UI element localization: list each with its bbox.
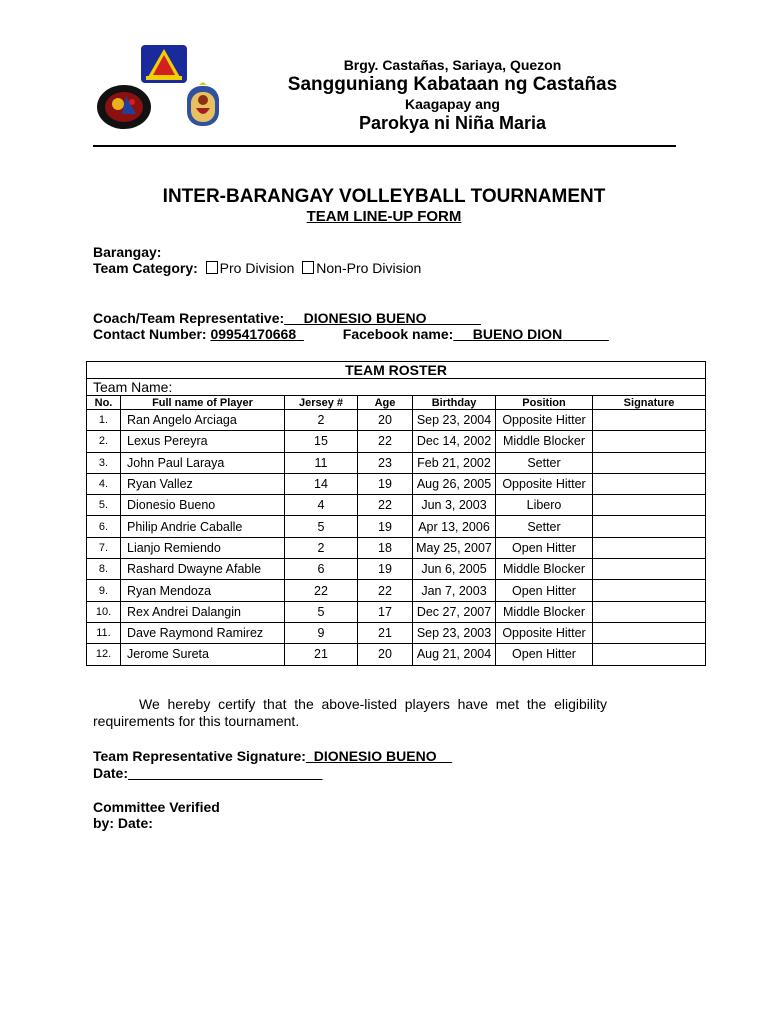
rep-signature-value: DIONESIO BUENO [313, 748, 437, 764]
position: Middle Blocker [496, 559, 593, 580]
rep-signature-label: Team Representative Signature: [93, 748, 306, 764]
row-no: 6. [87, 516, 121, 537]
jersey-number: 14 [285, 473, 358, 494]
col-age-header: Age [358, 396, 413, 410]
row-no: 1. [87, 410, 121, 431]
team-category-row [93, 260, 421, 276]
position: Open Hitter [496, 580, 593, 601]
age: 21 [358, 622, 413, 643]
team-name-label: Team Name: [87, 379, 706, 396]
position: Middle Blocker [496, 431, 593, 452]
age: 22 [358, 431, 413, 452]
coach-row [93, 310, 481, 326]
birthday: Sep 23, 2004 [413, 410, 496, 431]
signature-cell[interactable] [593, 516, 706, 537]
team-roster-table [86, 361, 706, 666]
pro-division-checkbox[interactable] [206, 261, 218, 274]
birthday: Dec 14, 2002 [413, 431, 496, 452]
sk-logo [140, 44, 188, 84]
certification-text: We hereby certify that the above-listed players have met the eligibility requirements for this tournament. [93, 696, 607, 729]
player-name: Jerome Sureta [121, 644, 285, 665]
age: 20 [358, 410, 413, 431]
row-no: 3. [87, 452, 121, 473]
player-name: Ryan Vallez [121, 473, 285, 494]
player-name: John Paul Laraya [121, 452, 285, 473]
barangay-seal-icon [96, 84, 152, 130]
date-row [93, 765, 323, 781]
jersey-number: 11 [285, 452, 358, 473]
age: 19 [358, 516, 413, 537]
col-signature-header: Signature [593, 396, 706, 410]
signature-cell[interactable] [593, 537, 706, 558]
row-no: 7. [87, 537, 121, 558]
player-name: Ryan Mendoza [121, 580, 285, 601]
committee-date-label: by: Date: [93, 815, 153, 831]
player-name: Ran Angelo Arciaga [121, 410, 285, 431]
jersey-number: 2 [285, 537, 358, 558]
age: 17 [358, 601, 413, 622]
jersey-number: 9 [285, 622, 358, 643]
header-parish: Parokya ni Niña Maria [358, 113, 547, 133]
birthday: Sep 23, 2003 [413, 622, 496, 643]
birthday: Jan 7, 2003 [413, 580, 496, 601]
player-name: Rex Andrei Dalangin [121, 601, 285, 622]
col-birthday-header: Birthday [413, 396, 496, 410]
table-row [87, 644, 706, 665]
header-location: Brgy. Castañas, Sariaya, Quezon [343, 57, 562, 73]
row-no: 2. [87, 431, 121, 452]
table-row [87, 473, 706, 494]
jersey-number: 21 [285, 644, 358, 665]
position: Libero [496, 495, 593, 516]
signature-cell[interactable] [593, 644, 706, 665]
table-row [87, 431, 706, 452]
player-name: Dionesio Bueno [121, 495, 285, 516]
coach-value: DIONESIO BUENO [303, 310, 427, 326]
contact-value: 09954170668 [210, 326, 297, 342]
position: Opposite Hitter [496, 410, 593, 431]
jersey-number: 5 [285, 516, 358, 537]
rep-signature-row [93, 748, 452, 764]
birthday: Aug 26, 2005 [413, 473, 496, 494]
player-name: Lianjo Remiendo [121, 537, 285, 558]
age: 19 [358, 473, 413, 494]
contact-label: Contact Number: [93, 326, 207, 342]
signature-cell[interactable] [593, 495, 706, 516]
table-row [87, 495, 706, 516]
position: Setter [496, 516, 593, 537]
col-name-header: Full name of Player [121, 396, 285, 410]
roster-body [87, 410, 706, 666]
document-subtitle: TEAM LINE-UP FORM [306, 208, 462, 225]
age: 22 [358, 580, 413, 601]
signature-cell[interactable] [593, 431, 706, 452]
table-row [87, 537, 706, 558]
position: Open Hitter [496, 644, 593, 665]
signature-cell[interactable] [593, 622, 706, 643]
coach-label: Coach/Team Representative: [93, 310, 285, 326]
signature-cell[interactable] [593, 410, 706, 431]
signature-cell[interactable] [593, 559, 706, 580]
jersey-number: 2 [285, 410, 358, 431]
table-row [87, 559, 706, 580]
age: 19 [358, 559, 413, 580]
position: Opposite Hitter [496, 473, 593, 494]
age: 18 [358, 537, 413, 558]
jersey-number: 4 [285, 495, 358, 516]
jersey-number: 6 [285, 559, 358, 580]
player-name: Philip Andrie Caballe [121, 516, 285, 537]
row-no: 12. [87, 644, 121, 665]
jersey-number: 22 [285, 580, 358, 601]
col-no-header: No. [87, 396, 121, 410]
table-row [87, 580, 706, 601]
pro-division-label: Pro Division [219, 260, 295, 276]
age: 22 [358, 495, 413, 516]
age: 20 [358, 644, 413, 665]
signature-cell[interactable] [593, 601, 706, 622]
birthday: Jun 6, 2005 [413, 559, 496, 580]
position: Middle Blocker [496, 601, 593, 622]
date-label: Date: [93, 765, 129, 781]
row-no: 4. [87, 473, 121, 494]
header-partner-line: Kaagapay ang [405, 96, 500, 112]
table-row [87, 410, 706, 431]
table-row [87, 622, 706, 643]
position: Opposite Hitter [496, 622, 593, 643]
player-name: Lexus Pereyra [121, 431, 285, 452]
signature-cell[interactable] [593, 473, 706, 494]
document-title: INTER-BARANGAY VOLLEYBALL TOURNAMENT [162, 186, 606, 207]
player-name: Rashard Dwayne Afable [121, 559, 285, 580]
col-position-header: Position [496, 396, 593, 410]
barangay-label: Barangay: [93, 244, 162, 260]
birthday: Jun 3, 2003 [413, 495, 496, 516]
header-organization: Sangguniang Kabataan ng Castañas [287, 74, 618, 95]
row-no: 5. [87, 495, 121, 516]
row-no: 11. [87, 622, 121, 643]
jersey-number: 15 [285, 431, 358, 452]
jersey-number: 5 [285, 601, 358, 622]
parish-seal-icon [186, 82, 220, 128]
non-pro-division-label: Non-Pro Division [316, 260, 422, 276]
table-row [87, 601, 706, 622]
signature-cell[interactable] [593, 452, 706, 473]
row-no: 9. [87, 580, 121, 601]
table-row [87, 452, 706, 473]
birthday: Feb 21, 2002 [413, 452, 496, 473]
age: 23 [358, 452, 413, 473]
roster-header-row [87, 396, 706, 410]
col-jersey-header: Jersey # [285, 396, 358, 410]
player-name: Dave Raymond Ramirez [121, 622, 285, 643]
signature-cell[interactable] [593, 580, 706, 601]
non-pro-division-checkbox[interactable] [302, 261, 314, 274]
roster-title: TEAM ROSTER [87, 362, 706, 379]
team-category-label: Team Category: [93, 260, 198, 276]
facebook-value: BUENO DION [472, 326, 563, 342]
date-blank[interactable] [128, 765, 322, 781]
contact-row [93, 326, 609, 342]
birthday: Apr 13, 2006 [413, 516, 496, 537]
position: Setter [496, 452, 593, 473]
header-divider [93, 145, 676, 147]
row-no: 8. [87, 559, 121, 580]
table-row [87, 516, 706, 537]
birthday: Aug 21, 2004 [413, 644, 496, 665]
birthday: May 25, 2007 [413, 537, 496, 558]
facebook-label: Facebook name: [342, 326, 454, 342]
committee-verified-label: Committee Verified [93, 799, 220, 815]
birthday: Dec 27, 2007 [413, 601, 496, 622]
position: Open Hitter [496, 537, 593, 558]
row-no: 10. [87, 601, 121, 622]
